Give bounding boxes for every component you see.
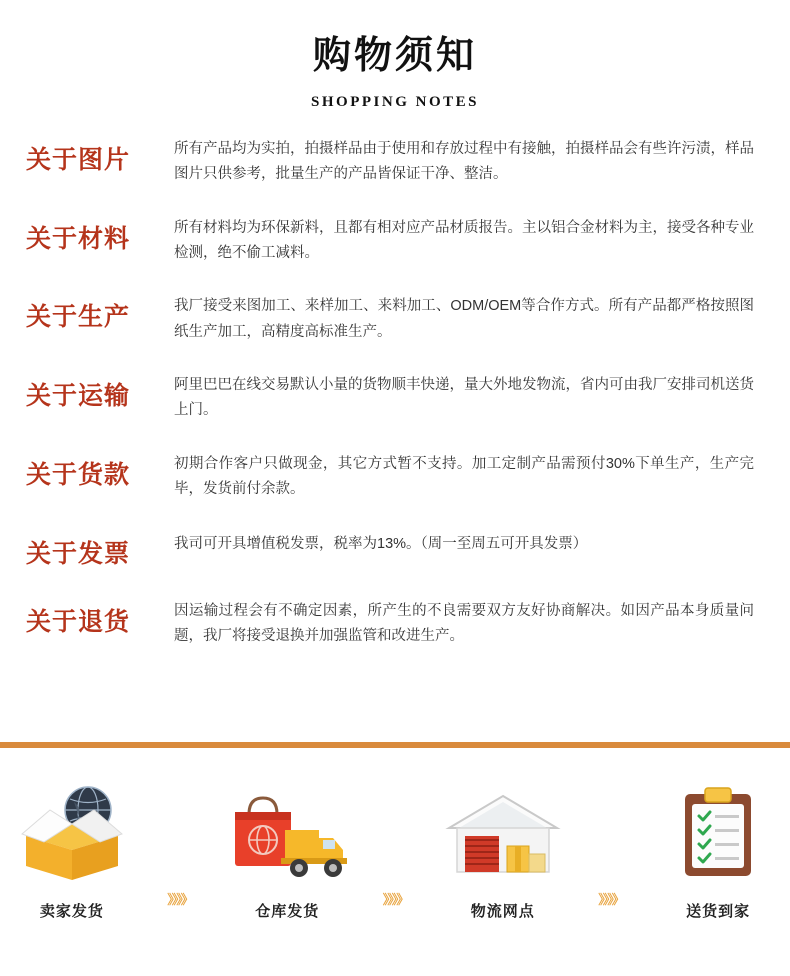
note-item bbox=[26, 373, 764, 424]
flow-step-home-delivery bbox=[646, 776, 790, 921]
note-text: 初期合作客户只做现金，其它方式暂不支持。加工定制产品需预付30%下单生产，生产完毕，发货前付余款。 bbox=[174, 455, 754, 498]
package-globe-icon bbox=[0, 776, 144, 888]
flow-step-logistics-node bbox=[431, 776, 575, 921]
clipboard-check-icon bbox=[646, 776, 790, 888]
page-header bbox=[0, 0, 790, 111]
note-item bbox=[26, 599, 764, 650]
flow-step-label: 仓库发货 bbox=[255, 903, 320, 920]
note-text: 所有材料均为环保新料，且都有相对应产品材质报告。主以铝合金材料为主，接受各种专业检测，绝不偷工减料。 bbox=[174, 219, 754, 261]
flow-step-label: 物流网点 bbox=[470, 903, 535, 920]
page-title: 购物须知 bbox=[312, 35, 477, 77]
note-label: 关于图片 bbox=[26, 146, 131, 174]
warehouse-icon bbox=[431, 776, 575, 888]
note-text: 因运输过程会有不确定因素，所产生的不良需要双方友好协商解决。如因产品本身质量问题，我厂将接受退换并加强监管和改进生产。 bbox=[174, 603, 754, 645]
note-label: 关于运输 bbox=[26, 383, 131, 411]
note-item bbox=[26, 137, 764, 188]
shipping-flow bbox=[0, 748, 790, 921]
flow-step-seller-ship bbox=[0, 776, 144, 921]
note-label: 关于材料 bbox=[26, 225, 131, 253]
note-label: 关于生产 bbox=[26, 304, 131, 332]
arrow-glyph: 》》》》 bbox=[382, 892, 408, 907]
flow-arrow bbox=[575, 889, 647, 921]
truck-bag-icon bbox=[215, 776, 359, 888]
note-text: 所有产品均为实拍，拍摄样品由于使用和存放过程中有接触，拍摄样品会有些许污渍，样品图片只供参考，批量生产的产品皆保证干净、整洁。 bbox=[174, 140, 754, 183]
flow-step-label: 送货到家 bbox=[686, 903, 751, 920]
note-label: 关于发票 bbox=[26, 540, 131, 568]
shipping-flow-section bbox=[0, 748, 790, 976]
note-text: 我司可开具增值税发票，税率为13%。（周一至周五可开具发票） bbox=[174, 535, 588, 552]
note-text: 阿里巴巴在线交易默认小量的货物顺丰快递，量大外地发物流，省内可由我厂安排司机送货上门。 bbox=[174, 377, 754, 419]
flow-arrow bbox=[359, 889, 431, 921]
note-label: 关于退货 bbox=[26, 609, 131, 637]
note-label: 关于货款 bbox=[26, 461, 131, 489]
notes-list bbox=[0, 137, 790, 650]
arrow-glyph: 》》》》 bbox=[167, 892, 192, 907]
arrow-glyph: 》》》》 bbox=[598, 892, 623, 907]
flow-step-warehouse-ship bbox=[215, 776, 359, 921]
note-text: 我厂接受来图加工、来样加工、来料加工、ODM/OEM等合作方式。所有产品都严格按照图纸生产加工，高精度高标准生产。 bbox=[174, 298, 754, 340]
note-item bbox=[26, 452, 764, 503]
flow-step-label: 卖家发货 bbox=[39, 903, 104, 920]
note-item bbox=[26, 294, 764, 345]
note-item bbox=[26, 216, 764, 267]
flow-arrow bbox=[144, 889, 216, 921]
note-item bbox=[26, 531, 764, 572]
page-subtitle: SHOPPING NOTES bbox=[311, 93, 479, 110]
